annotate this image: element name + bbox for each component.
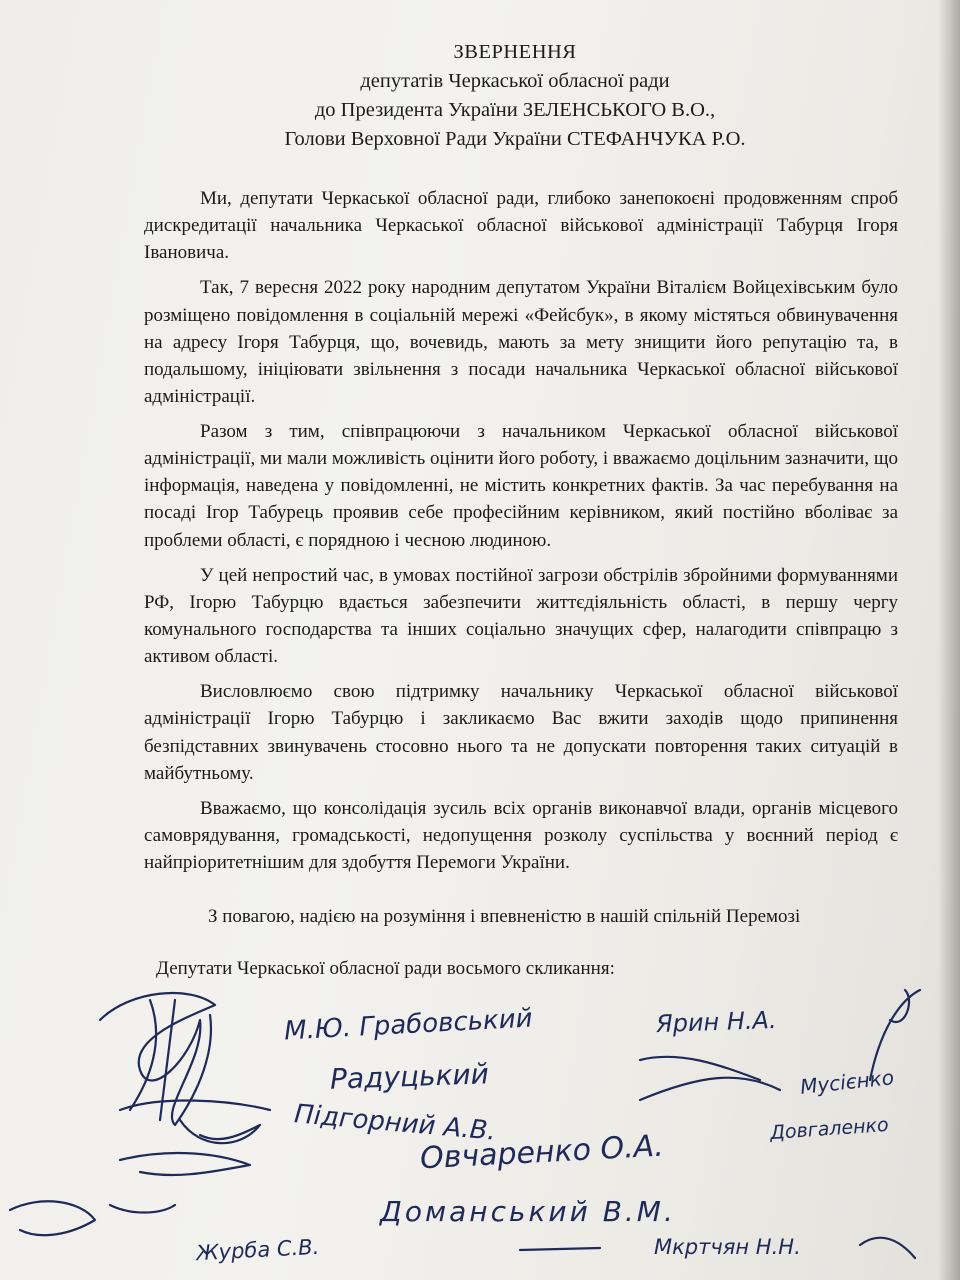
title-addressee-president: до Президента України ЗЕЛЕНСЬКОГО В.О., xyxy=(314,99,716,121)
handwritten-name: Мусієнко xyxy=(799,1065,896,1099)
handwritten-name: Радуцький xyxy=(329,1057,490,1096)
handwritten-name: Ярин Н.А. xyxy=(655,1005,778,1039)
signature-mark xyxy=(120,1101,270,1144)
paragraph: Висловлюємо свою підтримку начальнику Черкаської обласної військової адміністрації Ігорю Табурцю і закликаємо Вас вжити заходів щодо припинення безпідставних звинувачень стосовно нього та не допускати повторення таких ситуацій в майбутньому. xyxy=(144,681,898,784)
handwritten-name: Доманський В.М. xyxy=(380,1195,676,1228)
paragraph: У цей непростий час, в умовах постійної загрози обстрілів збройними формуваннями РФ, Ігорю Табурцю вдається забезпечити життєдіяльність області, в першу чергу комунального господарства та інших соціально значущих сфер, налагодити співпрацю з активом області. xyxy=(144,564,898,668)
paragraph: Вважаємо, що консолідація зусиль всіх органів виконавчої влади, органів місцевого самоврядування, громадськості, недопущення розколу суспільства у воєнний період є найпріоритетнішим для здобуття Перемоги України. xyxy=(144,797,898,874)
handwritten-name: Підгорний А.В. xyxy=(293,1099,497,1147)
title-subtitle: депутатів Черкаської обласної ради xyxy=(360,70,670,92)
paragraph: Разом з тим, співпрацюючи з начальником Черкаської обласної військової адміністрації, ми мали можливість оцінити його роботу, і вважаємо доцільним зазначити, що інформація, наведена у повідомленні, не містить конкретних фактів. За час перебування на посаді Ігор Табурець проявив себе професійним керівником, який постійно вболіває за проблеми області, є порядною і чесною людиною. xyxy=(144,421,898,551)
handwritten-name: М.Ю. Грабовський xyxy=(283,1003,534,1047)
signature-mark xyxy=(100,993,215,1125)
closing-line: З повагою, надією на розуміння і впевненістю в нашій спільній Перемозі xyxy=(208,906,801,927)
signers-label: Депутати Черкаської обласної ради восьмого скликання: xyxy=(156,958,615,979)
signature-mark xyxy=(640,1057,780,1100)
page-shadow xyxy=(938,0,960,1280)
paragraph: Так, 7 вересня 2022 року народним депутатом України Віталієм Войцехівським було розміщено повідомлення в соціальній мережі «Фейсбук», в якому містяться обвинувачення на адресу Ігоря Табурця, що, вочевидь, мають за мету знищити його репутацію та, в подальшому, ініціювати звільнення з посади начальника Черкаської обласної військової адміністрації. xyxy=(144,277,898,407)
title-main: ЗВЕРНЕННЯ xyxy=(453,41,577,63)
paragraph: Ми, депутати Черкаської обласної ради, глибоко занепокоєні продовженням спроб дискредитації начальника Черкаської обласної військової адміністрації Табурця Ігоря Івановича. xyxy=(144,188,898,264)
signature-mark xyxy=(10,1201,175,1235)
signature-mark xyxy=(120,1153,250,1175)
handwritten-name: Журба С.В. xyxy=(195,1234,320,1266)
handwritten-name: Мкртчян Н.Н. xyxy=(654,1235,801,1259)
handwritten-name: Довгаленко xyxy=(769,1113,890,1145)
handwritten-name: Овчаренко О.А. xyxy=(419,1128,665,1177)
title-addressee-speaker: Голови Верховної Ради України СТЕФАНЧУКА Р.О. xyxy=(284,128,746,150)
